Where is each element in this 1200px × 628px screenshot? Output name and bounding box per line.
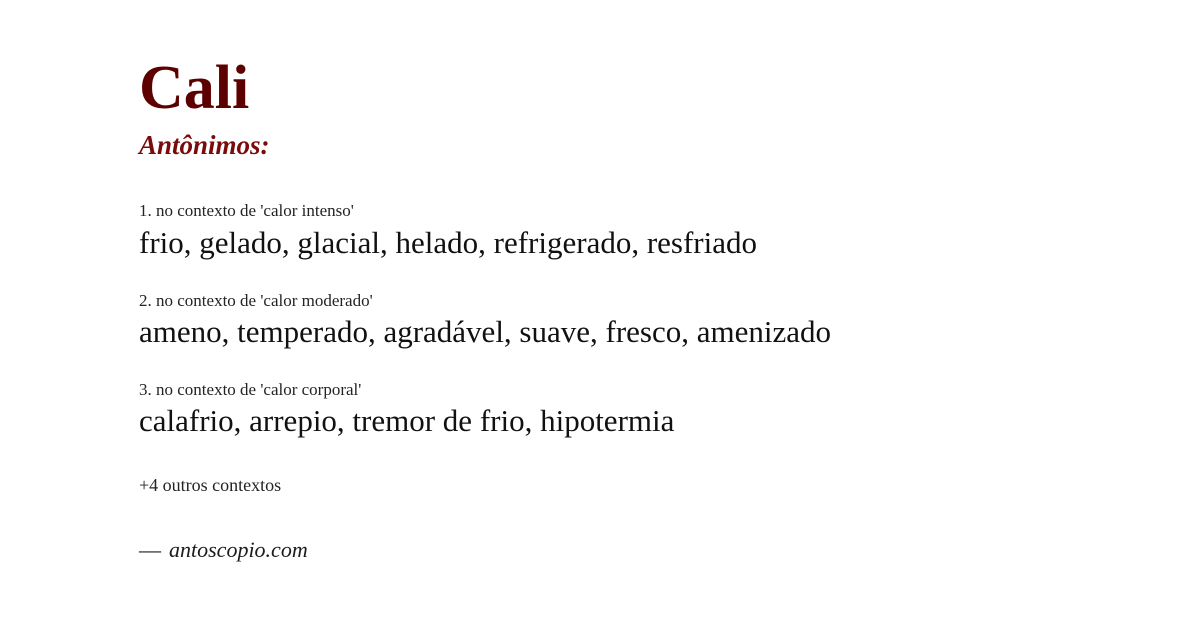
page-title: Cali (139, 54, 250, 122)
em-dash-icon: — (139, 536, 161, 562)
list-item (139, 291, 1100, 352)
sense-list (139, 201, 1100, 440)
sense-context-label: 2. no contexto de 'calor moderado' (139, 290, 373, 310)
sense-antonyms: calafrio, arrepio, tremor de frio, hipotermia (139, 403, 675, 439)
sense-antonyms: ameno, temperado, agradável, suave, fresco, amenizado (139, 314, 832, 350)
list-item (139, 201, 1100, 262)
more-contexts-note: +4 outros contextos (139, 474, 282, 495)
entry-subtitle: Antônimos: (139, 130, 270, 161)
list-item (139, 380, 1100, 441)
source-name: antoscopio.com (169, 536, 308, 562)
sense-context-label: 3. no contexto de 'calor corporal' (139, 379, 362, 399)
sense-antonyms: frio, gelado, glacial, helado, refrigerado, resfriado (139, 224, 757, 260)
sense-context-label: 1. no contexto de 'calor intenso' (139, 201, 354, 221)
source-attribution (139, 537, 1100, 563)
